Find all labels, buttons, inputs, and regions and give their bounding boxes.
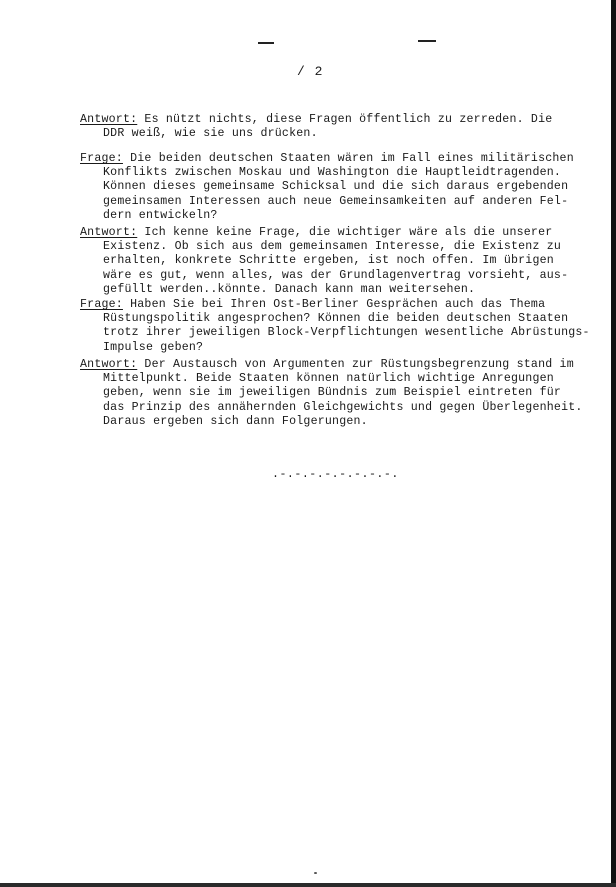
answer-label: Antwort: bbox=[80, 226, 138, 239]
text-line: Haben Sie bei Ihren Ost-Berliner Gesprächen auch das Thema bbox=[122, 298, 546, 311]
text-line: geben, wenn sie im jeweiligen Bündnis zum Beispiel eintreten für bbox=[103, 386, 562, 400]
qa-block-question-1 bbox=[80, 152, 600, 223]
text-line: Mittelpunkt. Beide Staaten können natürlich wichtige Anregungen bbox=[103, 372, 554, 386]
qa-block-question-2 bbox=[80, 298, 600, 355]
text-line: Existenz. Ob sich aus dem gemeinsamen Interesse, die Existenz zu bbox=[103, 240, 562, 254]
question-label: Frage: bbox=[80, 152, 123, 165]
header-dash-mark bbox=[418, 40, 436, 42]
text-line: Der Austausch von Argumenten zur Rüstungsbegrenzung stand im bbox=[137, 358, 574, 371]
text-line: erhalten, konkrete Schritte ergeben, ist noch offen. Im übrigen bbox=[103, 254, 554, 268]
scan-border-right bbox=[611, 0, 616, 887]
text-line: Impulse geben? bbox=[103, 340, 204, 354]
text-line: Können dieses gemeinsame Schicksal und die sich daraus ergebenden bbox=[103, 180, 569, 194]
block-first-line bbox=[80, 152, 600, 166]
answer-label: Antwort: bbox=[80, 358, 138, 371]
text-line: DDR weiß, wie sie uns drücken. bbox=[103, 127, 318, 141]
qa-block-answer-1 bbox=[80, 113, 600, 141]
text-line: gemeinsamen Interessen auch neue Gemeinsamkeiten auf anderen Fel- bbox=[103, 194, 569, 208]
header-dash-mark bbox=[258, 42, 274, 44]
qa-block-answer-3 bbox=[80, 358, 600, 429]
text-line: trotz ihrer jeweiligen Block-Verpflichtungen wesentliche Abrüstungs- bbox=[103, 326, 590, 340]
block-first-line bbox=[80, 226, 600, 240]
qa-block-answer-2 bbox=[80, 226, 600, 297]
text-line: Konflikts zwischen Moskau und Washington die Hauptleidtragenden. bbox=[103, 166, 562, 180]
question-label: Frage: bbox=[80, 298, 123, 311]
text-line: gefüllt werden..könnte. Danach kann man weitersehen. bbox=[103, 282, 476, 296]
scan-border-bottom bbox=[0, 883, 616, 887]
text-line: das Prinzip des annähernden Gleichgewichts und gegen Überlegenheit. bbox=[103, 400, 583, 414]
block-first-line bbox=[80, 298, 600, 312]
end-marker: .-.-.-.-.-.-.-.-. bbox=[272, 468, 399, 481]
block-first-line bbox=[80, 358, 600, 372]
scan-speck bbox=[314, 872, 317, 874]
text-line: dern entwickeln? bbox=[103, 208, 218, 222]
page-number: / 2 bbox=[297, 64, 324, 79]
text-line: wäre es gut, wenn alles, was der Grundlagenvertrag vorsieht, aus- bbox=[103, 268, 569, 282]
text-line: Es nützt nichts, diese Fragen öffentlich zu zerreden. Die bbox=[137, 113, 553, 126]
text-line: Daraus ergeben sich dann Folgerungen. bbox=[103, 414, 368, 428]
text-line: Ich kenne keine Frage, die wichtiger wäre als die unserer bbox=[137, 226, 553, 239]
text-line: Die beiden deutschen Staaten wären im Fall eines militärischen bbox=[122, 152, 574, 165]
answer-label: Antwort: bbox=[80, 113, 138, 126]
block-first-line bbox=[80, 113, 600, 127]
text-line: Rüstungspolitik angesprochen? Können die beiden deutschen Staaten bbox=[103, 312, 569, 326]
